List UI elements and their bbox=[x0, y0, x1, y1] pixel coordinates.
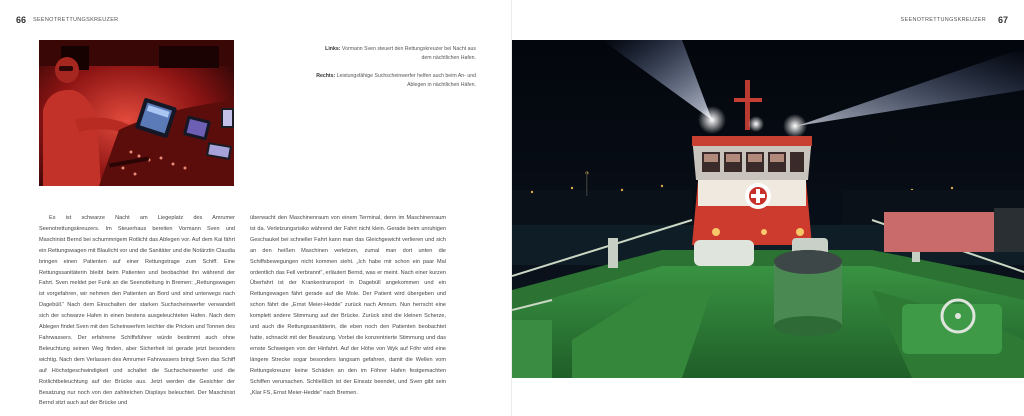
caption-links-label: Links: bbox=[325, 46, 341, 52]
page-number-right: 67 bbox=[997, 15, 1008, 25]
body-column-1: Es ist schwarze Nacht am Liegeplatz des Amrumer Seenotrettungskreuzers. Im Steuerhaus bereiten Vormann Sven und Maschinist Bernd bei schummrigem Rotlicht das Ablegen vor. Auf dem Kai fährt ein Rettungswagen mit Blaulicht vor und die Sanitäter und die Notärztin Claudia bringen einen Patienten auf einer Rettungstrage zum Schiff. Eine Rettungssanitäterin bleibt beim Patienten und beobachtet ihn während der Fahrt. Sven meldet per Funk an die Seenotleitung in Bremen: „Rettungswagen ist vorgefahren, wir nehmen den Patienten an Bord und sind unterwegs nach Dagebüll.“ Nach dem Einschalten der starken Suchscheinwerfer verwandelt sich der schwarze Hafen in einen bestens ausgeleuchteten Hafen. Nach dem Ablegen findet Sven mit den Scheinwerfern leichter die Pricken und Tonnen des Fahrwassers. Der erfahrene Schiffsführer würde bestimmt auch ohne Beleuchtung seinen Weg finden, aber Sicherheit ist gerade jetzt besonders wichtig. Nach dem Verlassen des Amrumer Fahrwassers bringt Sven das Schiff auf Höchstgeschwindigkeit und schaltet die Suchscheinwerfer und die Rotlichtbeleuchtung auf der Brücke aus. Jetzt werden die Gesichter der Besatzung nur noch von den zahlreichen Displays beleuchtet. Der Maschinist Bernd sitzt auch auf der Brücke und bbox=[39, 215, 235, 407]
right-page bbox=[512, 0, 1024, 416]
cockpit-photo-image bbox=[39, 40, 234, 186]
rescue-cruiser-night-photo bbox=[512, 40, 1024, 378]
cockpit-photo bbox=[39, 40, 234, 186]
running-head-right: SEENOTRETTUNGSKREUZER bbox=[900, 17, 986, 23]
page-number-left: 66 bbox=[16, 15, 27, 25]
caption-rechts-text: Leistungsfähige Suchscheinwerfer helfen auch beim An- und Ablegen in nächtlichen Häfen. bbox=[336, 73, 476, 88]
running-head-left: SEENOTRETTUNGSKREUZER bbox=[33, 17, 119, 23]
rescue-cruiser-night-image bbox=[512, 40, 1024, 378]
body-column-2: überwacht den Maschinenraum von einem Terminal, denn im Maschinenraum ist da. Verletzungsrisiko während der Fahrt nicht klein. Gerade beim unruhigen Geschaukel bei schneller Fahrt kann man das Gleichgewicht verlieren und sich an den heißen Maschinen verletzen, zumal man dort unten die Schiffsbewegungen nicht kommen sieht. „Ich habe mir schon ein paar Mal ordentlich das Fell verbrannt“, erläutert Bernd, was er meint. Nach einer kurzen Überfahrt ist der Krankentransport in Dagebüll angekommen und ein Rettungswagen fährt gerade auf die Mole. Der Patient wird übergeben und schon fährt die „Ernst Meier-Hedde“ zurück nach Amrum. Nun herrscht eine komplett andere Stimmung auf der Brücke. Zurück sind die kleinen Scherze, und auch die Rettungssanitäterin, die eben noch den Patienten beobachtet hatte, schnackt mit der Besatzung. Vorbei die konzentrierte Stimmung und das ernste Schweigen von der Hinfahrt. Auf der Höhe von Wyk auf Föhr wird eine längere Strecke sogar besonders langsam gefahren, damit die Wellen vom Rettungskreuzer keine Schäden an den im Föhrer Hafen festgemachten Schiffen verursachen. Schließlich ist der Einsatz beendet, und Sven gibt sein „Klar FS, Ernst Meier-Hedde“ nach Bremen. bbox=[250, 215, 446, 396]
caption-links bbox=[316, 45, 476, 63]
caption-links-text: Vormann Sven steuert den Rettungskreuzer bei Nacht aus dem nächtlichen Hafen. bbox=[341, 46, 476, 61]
caption-rechts-label: Rechts: bbox=[316, 73, 336, 79]
caption-rechts bbox=[316, 72, 476, 90]
